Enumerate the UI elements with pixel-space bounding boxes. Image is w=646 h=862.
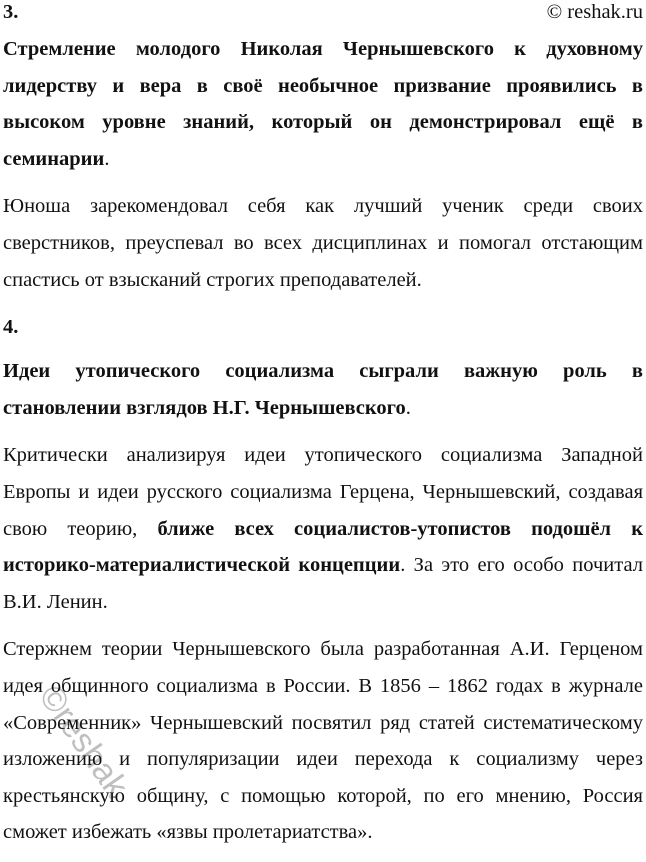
thesis-tail: . — [405, 396, 411, 419]
section-4-paragraph-2: Стержнем теории Чернышевского была разработанная А.И. Герценом идея общинного социализма в России. В 1856 – 1862 годах в журнале «Современник» Чернышевский посвятил ряд статей систематическому изложению и популяризации идеи перехода к социализму через крестьянскую общину, с помощью которой, по его мнению, Россия сможет избежать «язвы пролетариатства». — [3, 638, 643, 844]
section-4-thesis — [3, 353, 643, 426]
section-number-4: 4. — [3, 316, 19, 339]
section-4-paragraph-1 — [3, 437, 643, 620]
section-3-thesis — [3, 31, 643, 177]
section-number-3: 3. — [3, 1, 19, 23]
text-bold-run: ближе всех социалистов-утопистов подошёл к историко-материалистической концепции — [3, 517, 644, 577]
document — [3, 0, 643, 862]
copyright-text: © reshak.ru — [546, 1, 643, 23]
watermark-logo: ©reshak — [31, 678, 136, 805]
text-run: Критически анализируя идеи утопического социализма Западной Европы и идеи русского социализма Герцена, Чернышевский, создавая свою теорию, — [3, 444, 643, 540]
thesis-tail: . — [104, 147, 110, 170]
header — [3, 0, 643, 30]
section-3-paragraph: Юноша зарекомендовал себя как лучший ученик среди своих сверстников, преуспевал во всех дисциплинах и помогал отстающим спастись от взысканий строгих преподавателей. — [3, 195, 643, 291]
thesis-bold: Идеи утопического социализма сыграли важную роль в становлении взглядов Н.Г. Чернышевского — [3, 360, 643, 419]
thesis-bold: Стремление молодого Николая Чернышевского к духовному лидерству и вера в своё необычное призвание проявились в высоком уровне знаний, который он демонстрировал ещё в семинарии — [3, 38, 643, 170]
text-run: . За это его особо почитал В.И. Ленин. — [3, 554, 643, 613]
